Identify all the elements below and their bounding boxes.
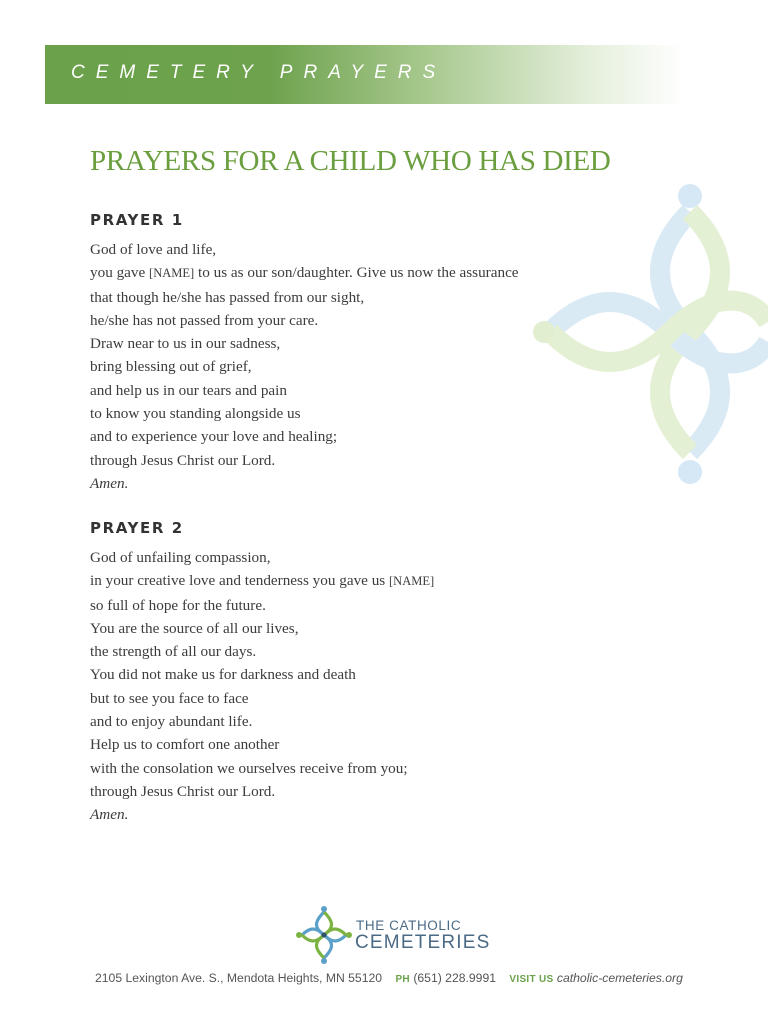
logo-text-line1: THE CATHOLIC [356, 918, 462, 933]
name-placeholder: [NAME] [389, 574, 435, 589]
banner-title: CEMETERY PRAYERS [71, 62, 447, 83]
prayer-line: the strength of all our days. [90, 643, 257, 661]
prayer-line: through Jesus Christ our Lord. [90, 782, 276, 800]
prayer-1-heading: PRAYER 1 [90, 211, 184, 229]
prayer-line: you gave [NAME] to us as our son/daughter. Give us now the assurance [90, 264, 519, 282]
prayer-line: to know you standing alongside us [90, 405, 301, 423]
prayer-line: and to enjoy abundant life. [90, 713, 253, 731]
phone-label: PH [395, 974, 410, 985]
visit-label: VISIT US [509, 974, 554, 985]
prayer-line: You are the source of all our lives, [90, 619, 299, 637]
prayer-line: in your creative love and tenderness you gave us [NAME] [90, 572, 435, 590]
prayer-line: God of unfailing compassion, [90, 549, 271, 566]
prayer-line: Help us to comfort one another [90, 736, 280, 754]
prayer-2-body [90, 546, 570, 827]
prayer-1-body [90, 238, 570, 495]
prayer-amen: Amen. [90, 806, 129, 824]
catholic-cemeteries-logo [296, 904, 491, 966]
prayer-amen: Amen. [90, 474, 129, 492]
prayer-line: but to see you face to face [90, 689, 249, 707]
prayer-line: and to experience your love and healing; [90, 428, 338, 446]
prayer-line: You did not make us for darkness and death [90, 666, 356, 684]
page-title: PRAYERS FOR A CHILD WHO HAS DIED [90, 145, 611, 177]
footer-contact [95, 971, 683, 985]
prayer-line: Draw near to us in our sadness, [90, 335, 281, 353]
prayer-line: that though he/she has passed from our sight, [90, 288, 365, 306]
prayer-line: with the consolation we ourselves receive from you; [90, 759, 408, 777]
logo-text-line2: CEMETERIES [355, 932, 491, 953]
prayer-2-heading: PRAYER 2 [90, 519, 184, 537]
prayer-line: through Jesus Christ our Lord. [90, 451, 276, 469]
prayer-line: so full of hope for the future. [90, 596, 266, 614]
footer-phone: (651) 228.9991 [413, 971, 497, 985]
name-placeholder: [NAME] [149, 266, 195, 281]
prayer-line: God of love and life, [90, 241, 217, 258]
prayer-line: he/she has not passed from your care. [90, 311, 319, 329]
cross-logo-icon [296, 904, 358, 966]
prayer-line: bring blessing out of grief, [90, 358, 252, 376]
prayer-line: and help us in our tears and pain [90, 381, 287, 399]
footer-url[interactable]: catholic-cemeteries.org [556, 971, 683, 985]
header-banner [45, 45, 685, 104]
footer-address: 2105 Lexington Ave. S., Mendota Heights, MN 55120 [95, 971, 383, 985]
